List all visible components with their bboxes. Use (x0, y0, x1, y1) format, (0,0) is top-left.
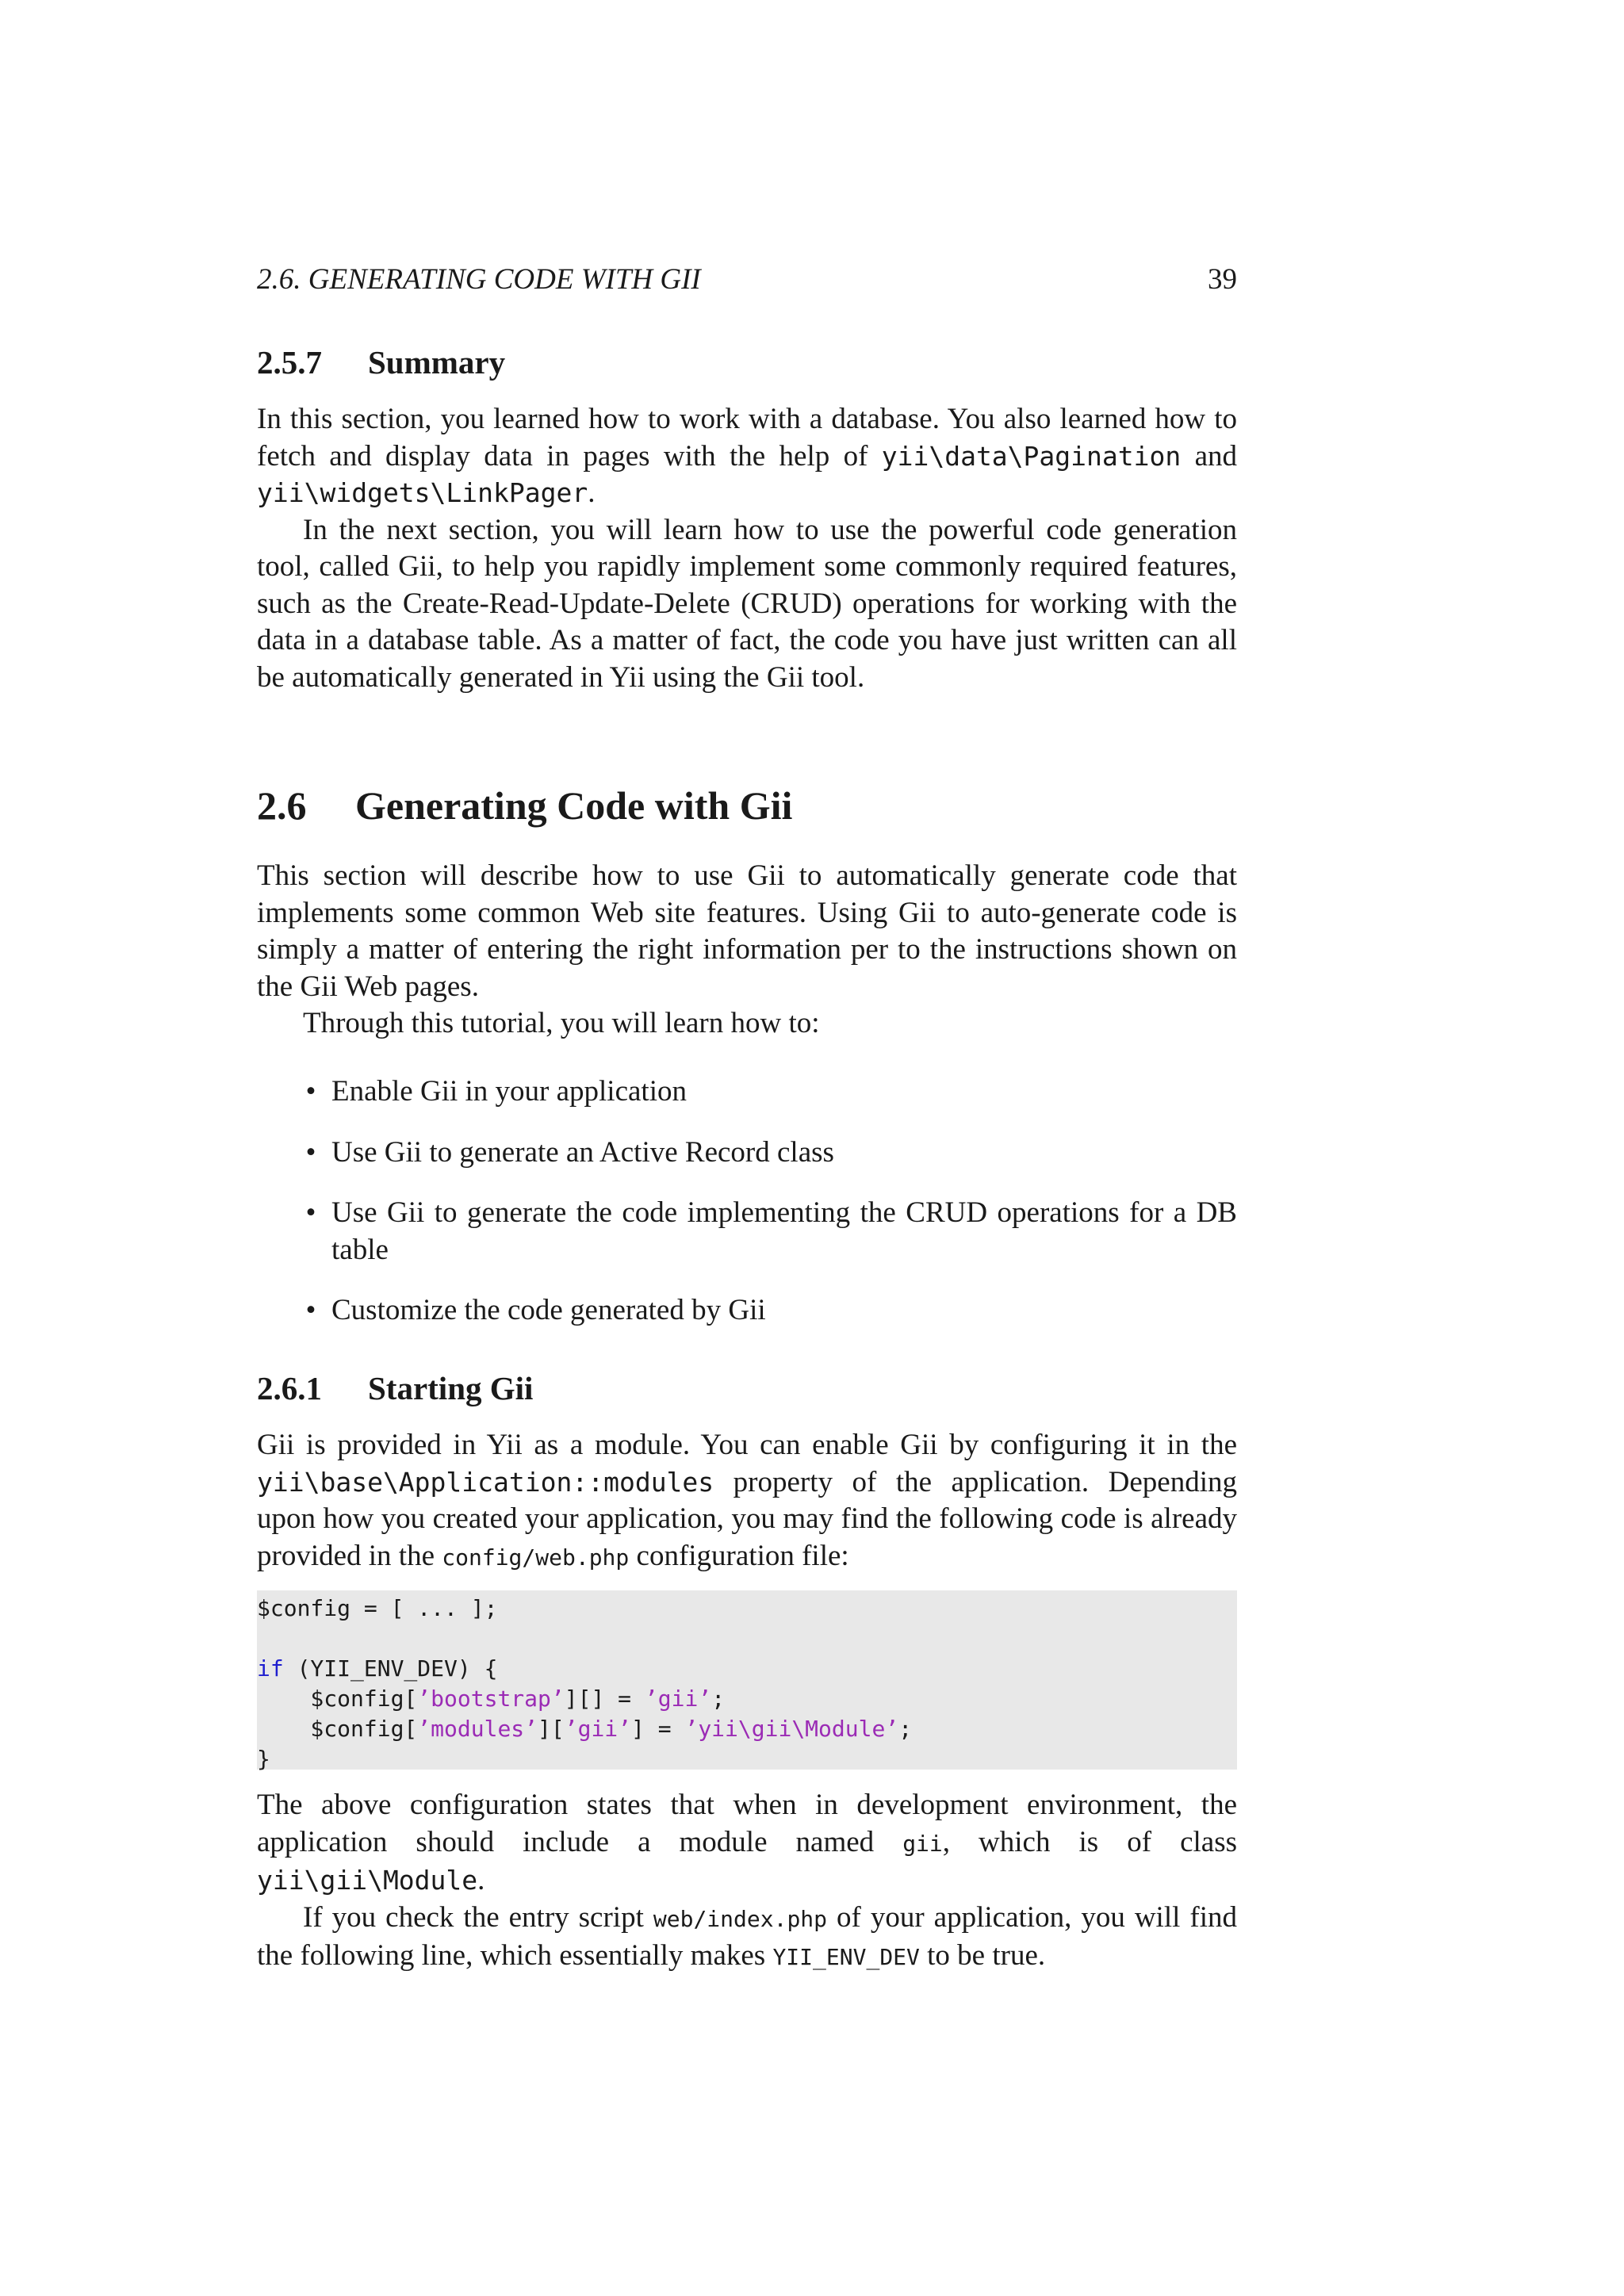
starting-text: of your application, you will find the following line, which essentially makes (257, 1900, 1237, 1972)
gii-section-number: 2.6 (257, 783, 307, 828)
running-head (257, 262, 1237, 298)
summary-heading-number: 2.5.7 (257, 344, 322, 381)
code-token: ][ (538, 1716, 565, 1742)
list-item-text: Customize the code generated by Gii (331, 1294, 766, 1326)
gii-paragraph-2: Through this tutorial, you will learn how to: (303, 1007, 820, 1039)
starting-text: to be true. (919, 1939, 1046, 1972)
starting-paragraph-3 (257, 1900, 1237, 1976)
starting-paragraph-2 (257, 1787, 1237, 1900)
starting-text: . (477, 1864, 485, 1896)
list-item-text: Use Gii to generate the code implementing the CRUD operations for a DB table (331, 1196, 1237, 1266)
starting-text: Gii is provided in Yii as a module. You can enable Gii by configuring it in the (257, 1429, 1237, 1461)
linkpager-class-ref: yii\widgets\LinkPager (257, 477, 588, 508)
bullet-icon: • (305, 1135, 316, 1169)
starting-text: configuration file: (629, 1539, 849, 1572)
gii-module-class-ref: yii\gii\Module (257, 1865, 478, 1896)
pagination-class-ref: yii\data\Pagination (881, 440, 1182, 472)
code-token: ][] = (564, 1686, 645, 1712)
starting-gii-heading (257, 1368, 1237, 1408)
code-string: ’gii’ (564, 1716, 632, 1742)
summary-text: and (1181, 439, 1237, 473)
starting-text: , which is of class (942, 1825, 1237, 1858)
code-keyword: if (257, 1655, 284, 1682)
code-string: ’modules’ (417, 1716, 538, 1742)
config-code-block (257, 1590, 1237, 1770)
config-file-ref: config/web.php (442, 1544, 630, 1571)
gii-module-name-ref: gii (902, 1830, 943, 1857)
config-explanation (257, 1787, 1237, 1976)
code-token: $config[ (257, 1716, 418, 1742)
code-string: ’yii\gii\Module’ (684, 1716, 899, 1742)
gii-intro (257, 858, 1237, 1043)
summary-text: . (588, 476, 596, 509)
summary-text: In this section, you learned how to work with a database. You also learned how to fetch and display data in pages with the help of (257, 403, 1237, 473)
starting-text: The above configuration states that when in development environment, the application should include a module named (257, 1789, 1237, 1858)
code-token: ; (898, 1716, 913, 1742)
gii-paragraph-1: This section will describe how to use Gii to automatically generate code that implements some common Web site features. Using Gii to auto-generate code is simply a matter of entering the right information per to the instructions shown on the Gii Web pages. (257, 859, 1237, 1003)
running-head-title: 2.6. GENERATING CODE WITH GII (257, 263, 701, 296)
list-item (257, 1195, 1237, 1269)
code-string: ’bootstrap’ (417, 1686, 565, 1712)
code-token: ] = (631, 1716, 685, 1742)
bullet-icon: • (305, 1196, 316, 1229)
gii-section-heading (257, 782, 1237, 829)
starting-gii-title: Starting Gii (368, 1370, 534, 1406)
summary-body (257, 401, 1237, 696)
code-token: $config[ (257, 1686, 418, 1712)
summary-paragraph-2: In the next section, you will learn how to use the powerful code generation tool, called Gii, to help you rapidly implement some commonly required features, such as the Create-Read-Update-Delete (CRUD) operations for working with the data in a database table. As a matter of fact, the code you have just written can all be automatically generated in Yii using the Gii tool. (257, 513, 1237, 694)
list-item (257, 1135, 1237, 1172)
summary-heading (257, 342, 1237, 382)
code-line: $config = [ ... ]; (257, 1595, 498, 1621)
starting-paragraph-1 (257, 1427, 1237, 1576)
application-modules-ref: yii\base\Application::modules (257, 1466, 714, 1498)
gii-section-title: Generating Code with Gii (355, 783, 793, 828)
page-number: 39 (1208, 263, 1237, 296)
list-item-text: Use Gii to generate an Active Record class (331, 1135, 834, 1169)
code-line: } (257, 1746, 270, 1772)
yii-env-dev-ref: YII_ENV_DEV (772, 1944, 920, 1970)
list-item (257, 1073, 1237, 1111)
list-item (257, 1292, 1237, 1330)
starting-text: property of the application. Depending upon how you created your application, you may find the following code is already provided in the (257, 1465, 1237, 1572)
summary-heading-title: Summary (368, 344, 506, 381)
starting-text: If you check the entry script (303, 1900, 653, 1934)
starting-gii-number: 2.6.1 (257, 1370, 322, 1406)
code-line: (YII_ENV_DEV) { (283, 1655, 498, 1682)
entry-script-ref: web/index.php (653, 1905, 828, 1932)
summary-paragraph-1 (257, 401, 1237, 512)
gii-bullet-list (257, 1073, 1237, 1353)
bullet-icon: • (305, 1075, 316, 1108)
code-token: ; (711, 1686, 726, 1712)
bullet-icon: • (305, 1294, 316, 1326)
starting-gii-body (257, 1427, 1237, 1576)
code-string: ’gii’ (644, 1686, 712, 1712)
list-item-text: Enable Gii in your application (331, 1075, 687, 1108)
